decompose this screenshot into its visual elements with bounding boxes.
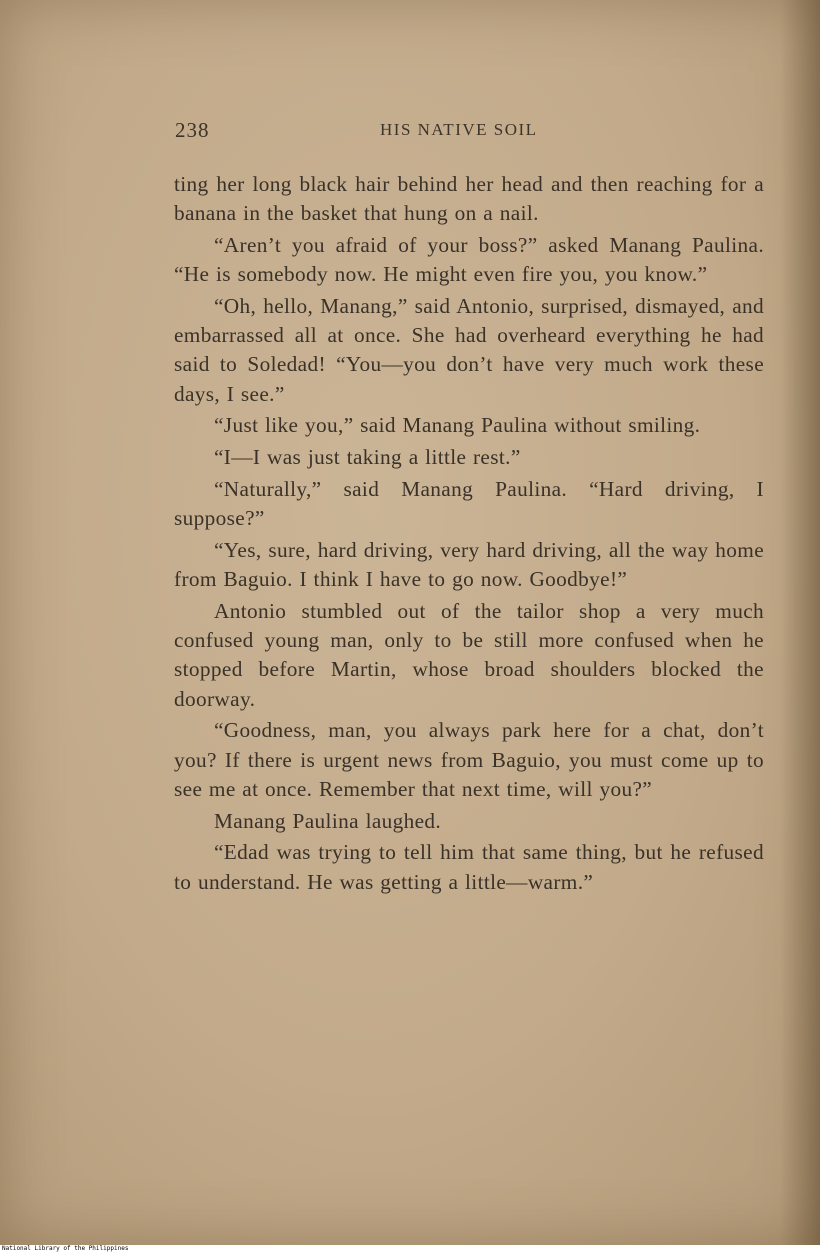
paragraph: “Just like you,” said Manang Paulina without smiling. bbox=[214, 413, 701, 438]
paragraph: “Naturally,” said Manang Paulina. “Hard driving, I suppose?” bbox=[174, 477, 764, 531]
paragraph: “Yes, sure, hard driving, very hard driving, all the way home from Baguio. I think I have to go now. Goodbye!” bbox=[174, 538, 764, 592]
paragraph: Antonio stumbled out of the tailor shop a very much confused young man, only to be still more confused when he stopped before Martin, whose broad shoulders blocked the doorway. bbox=[174, 599, 764, 711]
paragraph: “Oh, hello, Manang,” said Antonio, surprised, dismayed, and embarrassed all at once. She had overheard everything he had said to Soledad! “You—you don’t have very much work these days, I see.” bbox=[174, 294, 764, 406]
body-text bbox=[174, 170, 764, 899]
page-number: 238 bbox=[175, 118, 210, 142]
paragraph: “Aren’t you afraid of your boss?” asked Manang Paulina. “He is somebody now. He might even fire you, you know.” bbox=[174, 233, 764, 287]
paragraph: “Edad was trying to tell him that same thing, but he refused to understand. He was getting a little—warm.” bbox=[174, 840, 764, 894]
page-header bbox=[175, 118, 760, 148]
footer-credit: National Library of the Philippines bbox=[2, 1245, 129, 1252]
paragraph: ting her long black hair behind her head and then reaching for a banana in the basket that hung on a nail. bbox=[174, 172, 764, 226]
running-title: HIS NATIVE SOIL bbox=[380, 120, 538, 139]
paragraph: “Goodness, man, you always park here for a chat, don’t you? If there is urgent news from Baguio, you must come up to see me at once. Remember that next time, will you?” bbox=[174, 718, 764, 801]
paragraph: Manang Paulina laughed. bbox=[214, 808, 442, 833]
paragraph: “I—I was just taking a little rest.” bbox=[214, 445, 521, 470]
